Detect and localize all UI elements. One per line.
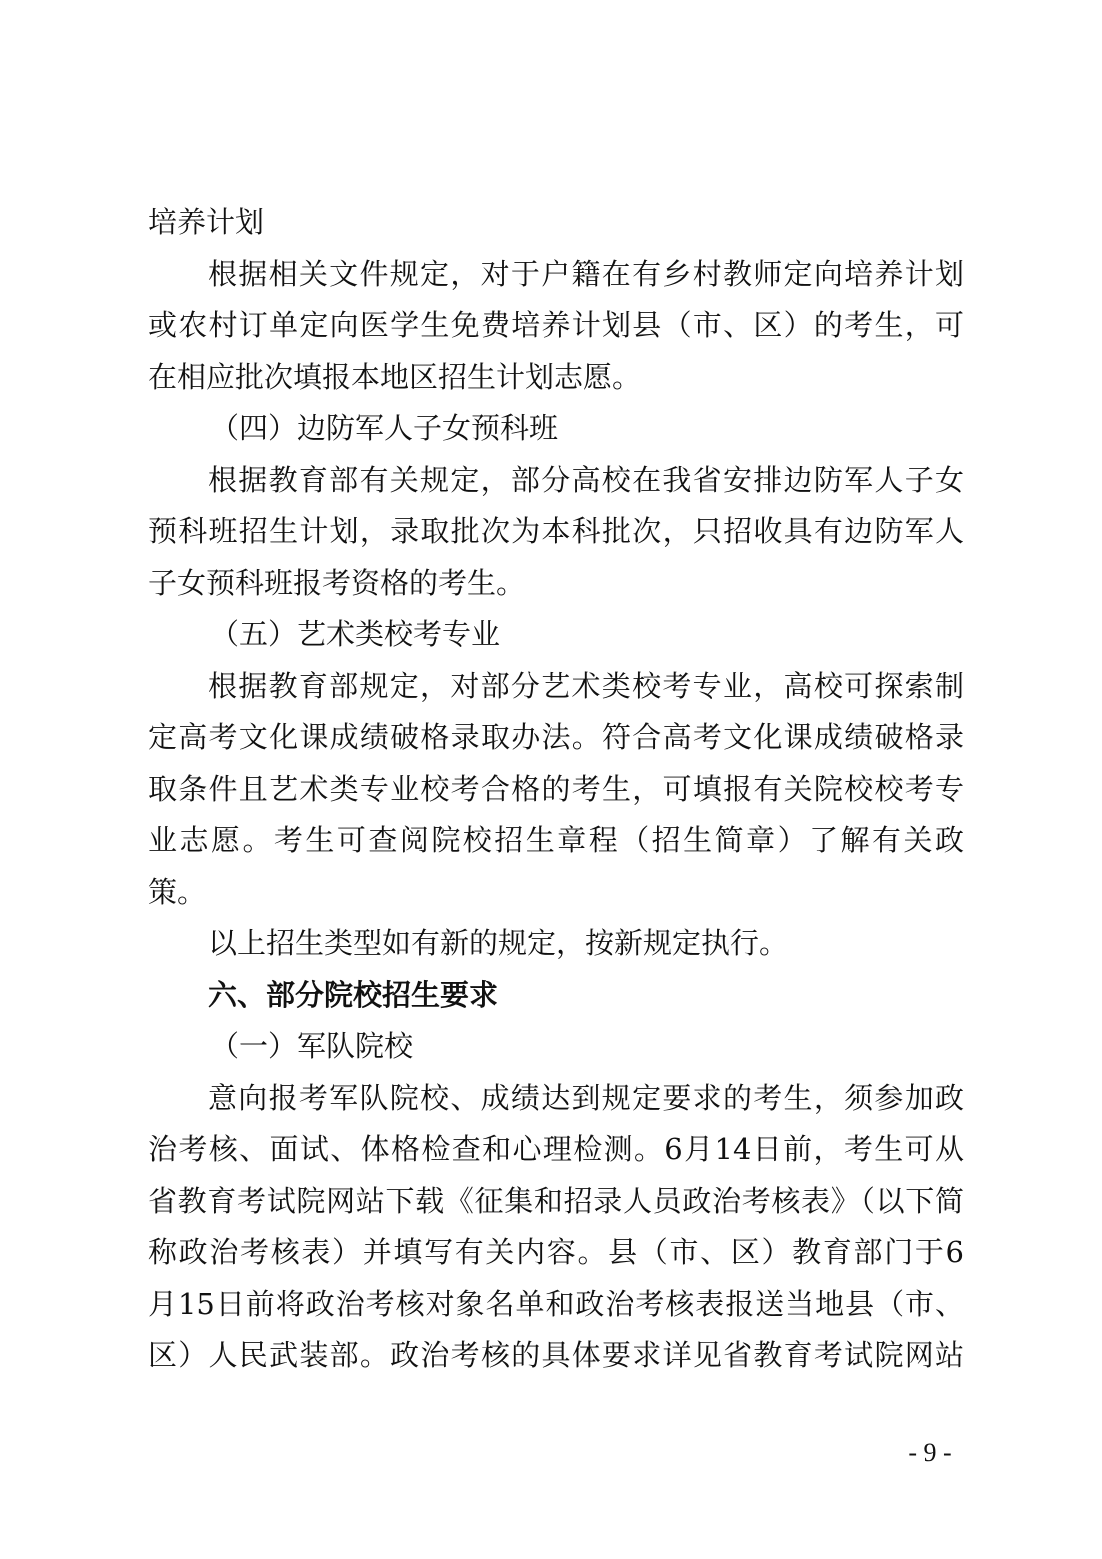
paragraph-line: 意向报考军队院校、成绩达到规定要求的考生，须参加政	[208, 1080, 964, 1115]
paragraph-line: 根据教育部规定，对部分艺术类校考专业，高校可探索制	[208, 668, 964, 703]
paragraph-line: 根据相关文件规定，对于户籍在有乡村教师定向培养计划	[208, 256, 964, 291]
paragraph-line: 在相应批次填报本地区招生计划志愿。	[148, 359, 642, 394]
paragraph-line: 区）人民武装部。政治考核的具体要求详见省教育考试院网站	[148, 1338, 964, 1372]
paragraph-line: 月15日前将政治考核对象名单和政治考核表报送当地县（市、	[148, 1286, 964, 1321]
paragraph-line: 以上招生类型如有新的规定，按新规定执行。	[208, 926, 789, 960]
page-number: - 9 -	[908, 1438, 952, 1467]
paragraph-line: 或农村订单定向医学生免费培养计划县（市、区）的考生，可	[148, 308, 964, 342]
paragraph-line: 根据教育部有关规定，部分高校在我省安排边防军人子女	[208, 462, 964, 497]
subsection-heading-military-academies: （一）军队院校	[210, 1029, 414, 1063]
section-heading-admission-requirements: 六、部分院校招生要求	[208, 977, 499, 1012]
paragraph-line: 子女预科班报考资格的考生。	[148, 565, 526, 600]
paragraph-continuation-line: 培养计划	[148, 205, 265, 239]
paragraph-line: 业志愿。考生可查阅院校招生章程（招生简章）了解有关政	[148, 823, 964, 857]
paragraph-line: 预科班招生计划，录取批次为本科批次，只招收具有边防军人	[148, 514, 964, 548]
document-body	[148, 197, 964, 1382]
paragraph-line: 省教育考试院网站下载《征集和招录人员政治考核表》（以下简	[148, 1183, 964, 1218]
paragraph-line: 称政治考核表）并填写有关内容。县（市、区）教育部门于6	[148, 1235, 964, 1269]
paragraph-line: 取条件且艺术类专业校考合格的考生，可填报有关院校校考专	[148, 771, 964, 806]
paragraph-line: 治考核、面试、体格检查和心理检测。6月14日前，考生可从	[148, 1132, 964, 1166]
subsection-heading-art-exam: （五）艺术类校考专业	[210, 617, 501, 651]
paragraph-line: 策。	[148, 874, 207, 909]
paragraph-line: 定高考文化课成绩破格录取办法。符合高考文化课成绩破格录	[148, 720, 964, 754]
subsection-heading-border-defense: （四）边防军人子女预科班	[210, 411, 559, 445]
